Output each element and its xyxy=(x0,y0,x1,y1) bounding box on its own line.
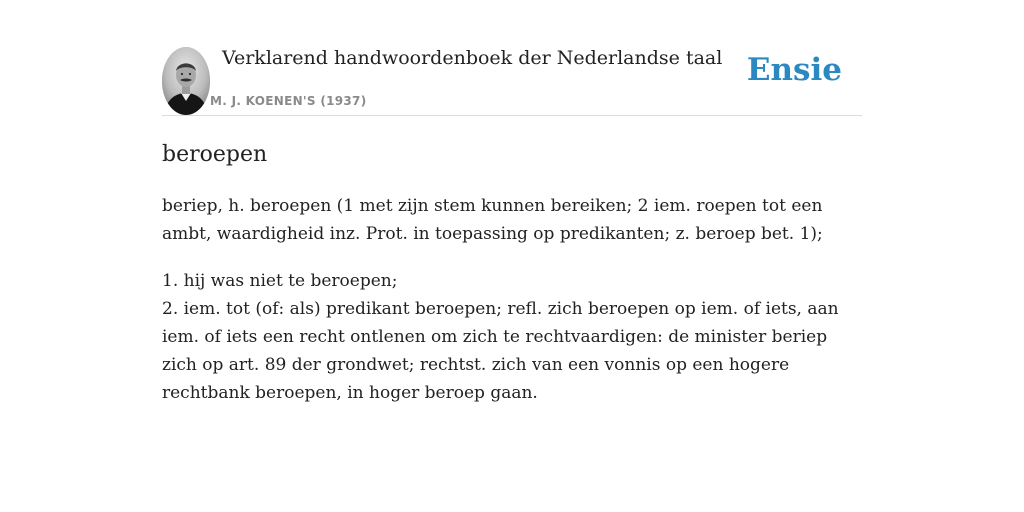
entry-senses xyxy=(162,267,862,407)
entry-intro: beriep, h. beroepen (1 met zijn stem kunnen bereiken; 2 iem. roepen tot een ambt, waardigheid inz. Prot. in toepassing op predikanten; z. beroep bet. 1); xyxy=(162,196,823,244)
book-title: Verklarend handwoordenboek der Nederlandse taal xyxy=(222,47,723,69)
sense-1: 1. hij was niet te beroepen; xyxy=(162,271,398,291)
author-portrait-svg xyxy=(162,47,210,115)
dictionary-page xyxy=(162,0,862,512)
page-header xyxy=(162,0,862,116)
headword: beroepen xyxy=(162,142,268,167)
book-author: M. J. KOENEN'S (1937) xyxy=(210,94,367,108)
author-portrait-icon xyxy=(162,47,210,115)
ensie-logo-link[interactable]: Ensie xyxy=(746,52,842,88)
sense-2: 2. iem. tot (of: als) predikant beroepen; refl. zich beroepen op iem. of iets, aan iem. of iets een recht ontlenen om zich te rechtvaardigen: de minister beriep zich op art. 89 der grondwet; rechtst. zich van een vonnis op een hogere rechtbank beroepen, in hoger beroep gaan. xyxy=(162,299,839,403)
